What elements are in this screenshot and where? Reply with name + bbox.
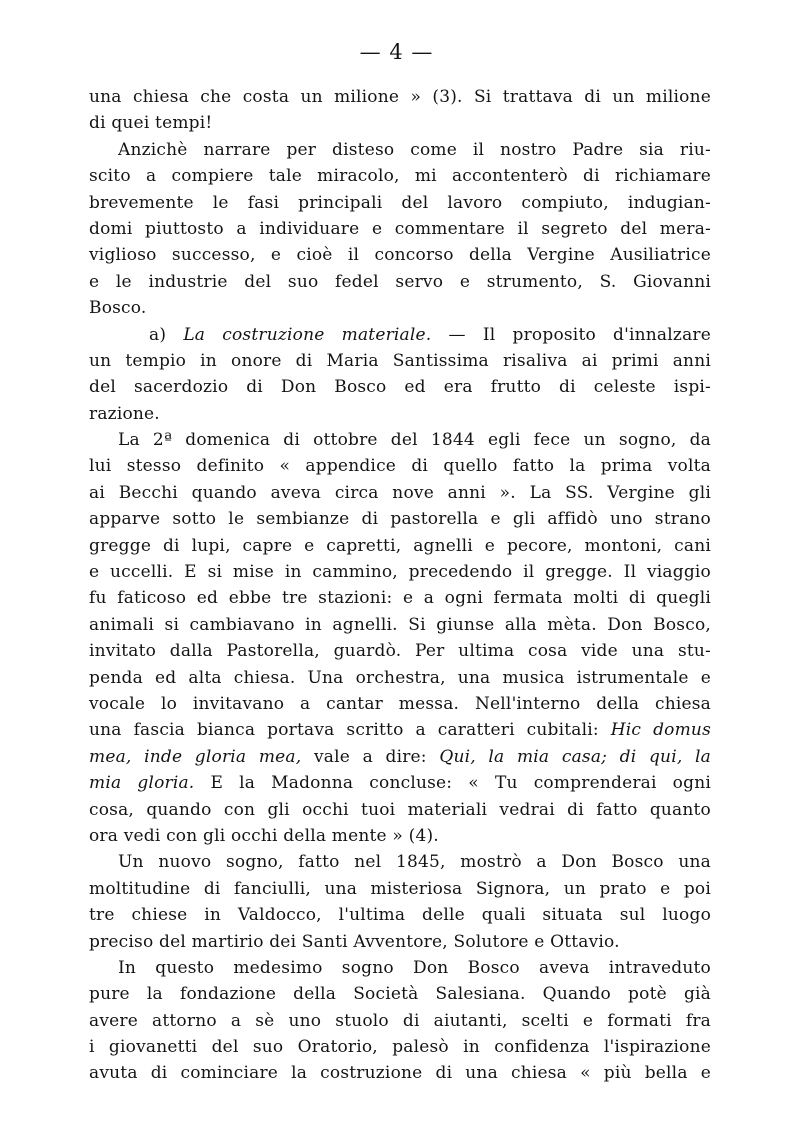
text-line: domi piuttosto a individuare e commentare il segreto del mera- [89,218,711,239]
page-number: — 4 — [359,40,434,64]
text-line: ora vedi con gli occhi della mente » (4). [89,825,439,846]
text-run: — Il proposito d'innalzare [431,324,711,345]
text-line: moltitudine di fanciulli, una misteriosa Signora, un prato e poi [89,878,711,899]
italic-text: mia gloria. [89,773,195,794]
text-line: invitato dalla Pastorella, guardò. Per ultima cosa vide una stu- [89,641,711,662]
text-line: La 2ª domenica di ottobre del 1844 egli fece un sogno, da [118,430,711,451]
text-line: e uccelli. E si mise in cammino, precedendo il gregge. Il viaggio [89,562,711,583]
text-line: gregge di lupi, capre e capretti, agnelli e pecore, montoni, cani [89,535,711,556]
text-line: penda ed alta chiesa. Una orchestra, una musica istrumentale e [89,667,711,688]
text-line: di quei tempi! [89,113,213,134]
text-line: razione. [89,403,160,424]
text-line [89,744,711,770]
text-line: In questo medesimo sogno Don Bosco aveva intraveduto [118,957,711,978]
italic-text: Qui, la mia casa; di qui, la [439,746,711,767]
text-line: Bosco. [89,298,147,319]
text-line: Anzichè narrare per disteso come il nostro Padre sia riu- [118,139,711,160]
text-run: E la Madonna concluse: « Tu comprenderai ogni [194,773,711,794]
text-line: tre chiese in Valdocco, l'ultima delle quali situata sul luogo [89,905,711,926]
text-line: del sacerdozio di Don Bosco ed era frutto di celeste ispi- [89,377,711,398]
text-line: lui stesso definito « appendice di quello fatto la prima volta [89,456,711,477]
text-line: e le industrie del suo fedel servo e strumento, S. Giovanni [89,271,711,292]
text-line: una chiesa che costa un milione » (3). Si trattava di un milione [89,87,711,107]
italic-text: mea, inde gloria mea, [89,746,302,767]
text-line: un tempio in onore di Maria Santissima risaliva ai primi anni [89,350,711,371]
text-run: una fascia bianca portava scritto a caratteri cubitali: [89,720,611,741]
text-line: preciso del martirio dei Santi Avventore, Solutore e Ottavio. [89,931,620,952]
text-line: cosa, quando con gli occhi tuoi materiali vedrai di fatto quanto [89,799,711,820]
italic-text: Hic domus [610,720,711,741]
text-line: pure la fondazione della Società Salesiana. Quando potè già [89,984,711,1005]
text-line: ai Becchi quando aveva circa nove anni ». La SS. Vergine gli [89,482,711,503]
text-line: animali si cambiavano in agnelli. Si giunse alla mèta. Don Bosco, [89,614,711,635]
text-run: vale a dire: [301,746,440,767]
text-line: brevemente le fasi principali del lavoro compiuto, indugian- [89,192,711,213]
text-line: i giovanetti del suo Oratorio, palesò in confidenza l'ispirazione [89,1037,711,1058]
text-line: scito a compiere tale miracolo, mi accontenterò di richiamare [89,166,711,187]
text-line: viglioso successo, e cioè il concorso della Vergine Ausiliatrice [89,245,711,266]
italic-text: La costruzione materiale. [183,324,432,345]
text-line [89,770,711,796]
text-line: fu faticoso ed ebbe tre stazioni: e a ogni fermata molti di quegli [89,588,711,609]
text-line [89,717,711,743]
text-line: apparve sotto le sembianze di pastorella e gli affidò uno strano [89,509,711,530]
text-line: Un nuovo sogno, fatto nel 1845, mostrò a Don Bosco una [118,852,711,873]
text-line [89,322,711,348]
text-line: avere attorno a sè uno stuolo di aiutanti, scelti e formati fra [89,1010,711,1031]
text-line: vocale lo invitavano a cantar messa. Nell'interno della chiesa [89,693,711,714]
text-line: avuta di cominciare la costruzione di una chiesa « più bella e [89,1063,711,1084]
text-run: a) [149,324,184,345]
body-text [89,84,711,1087]
